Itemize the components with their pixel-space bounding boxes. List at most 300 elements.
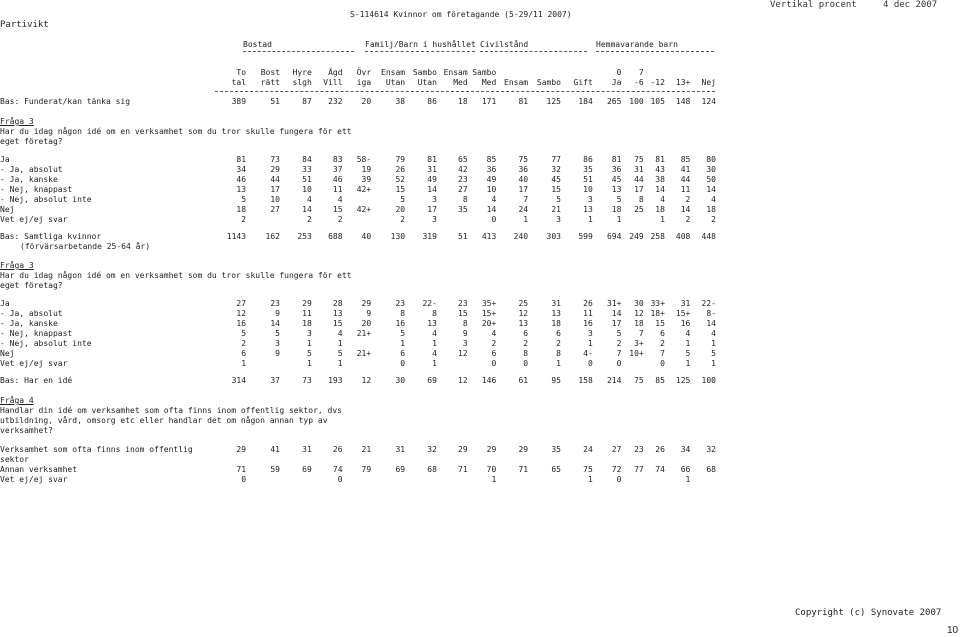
question-heading: Fråga 3 — [0, 261, 34, 270]
cell-value: 21+ — [356, 349, 372, 358]
bas-row-block — [0, 97, 716, 107]
question-text: Handlar din idé om verksamhet som ofta finns inom offentlig sektor, dvs — [0, 406, 342, 415]
row-label: Vet ej/ej svar — [0, 215, 68, 224]
cell-value: 31 — [427, 165, 437, 174]
cell-value: 33+ — [650, 299, 665, 308]
col-head: -6 — [634, 78, 644, 87]
cell-value: 8 — [400, 309, 406, 318]
cell-value: 13 — [583, 205, 593, 214]
cell-value: 148 — [675, 97, 691, 106]
cell-value: 15 — [332, 319, 343, 328]
cell-value: 81 — [427, 155, 437, 164]
question-heading: Fråga 4 — [0, 396, 34, 405]
cell-value: 4 — [432, 349, 437, 358]
row-label: - Ja, absolut — [0, 165, 63, 174]
cell-value: 15+ — [675, 309, 691, 318]
table-row — [0, 299, 716, 309]
cell-value: 16 — [680, 319, 691, 328]
cell-value: 29 — [236, 445, 247, 454]
group-bostad: Bostad — [243, 40, 272, 49]
cell-value: 40 — [518, 175, 529, 184]
cell-value: 28 — [332, 299, 343, 308]
cell-value: 0 — [616, 359, 622, 368]
col-head: iga — [356, 78, 372, 87]
cell-value: 4 — [337, 329, 343, 338]
cell-value: 85 — [486, 155, 497, 164]
cell-value: 18 — [302, 319, 312, 328]
cell-value: 2 — [556, 339, 561, 348]
cell-value: 65 — [458, 155, 468, 164]
cell-value: 69 — [395, 465, 406, 474]
cell-value: 73 — [302, 376, 312, 385]
cell-value: 77 — [551, 155, 561, 164]
col-head: Utan — [385, 78, 406, 87]
cell-value: 0 — [491, 359, 497, 368]
table-row — [0, 349, 716, 359]
table-row-continuation — [0, 455, 716, 465]
cell-value: 46 — [332, 175, 343, 184]
cell-value: 5 — [685, 349, 691, 358]
group-divider — [243, 51, 354, 52]
cell-value: 87 — [302, 97, 312, 106]
cell-value: 74 — [655, 465, 665, 474]
cell-value: 258 — [650, 232, 665, 241]
question-text: Har du idag någon idé om en verksamhet som du tror skulle fungera för ett — [0, 127, 352, 136]
cell-value: 4 — [711, 329, 716, 338]
table-row — [0, 445, 716, 455]
cell-value: 18+ — [650, 309, 665, 318]
cell-value — [437, 215, 468, 225]
cell-value: 51 — [302, 175, 312, 184]
cell-value: 49 — [427, 175, 437, 184]
cell-value: 43 — [655, 165, 665, 174]
cell-value: 71 — [518, 465, 529, 474]
cell-value: 4 — [337, 195, 343, 204]
cell-value: 6 — [491, 349, 497, 358]
cell-value: 8 — [556, 349, 561, 358]
cell-value: 7 — [616, 349, 622, 358]
cell-value: 1 — [711, 359, 716, 368]
cell-value: 17 — [518, 185, 529, 194]
cell-value: 58- — [356, 155, 372, 164]
table-row — [0, 339, 716, 349]
cell-value: 1 — [587, 339, 593, 348]
cell-value — [528, 475, 561, 485]
cell-value: 124 — [701, 97, 716, 106]
cell-value — [405, 475, 437, 485]
cell-value — [690, 475, 716, 485]
cell-value: 85 — [680, 155, 691, 164]
cell-value: 0 — [491, 215, 497, 224]
col-head: tal — [231, 78, 247, 87]
cell-value: 14 — [706, 319, 716, 328]
cell-value: 71 — [458, 465, 468, 474]
cell-value: 6 — [400, 349, 406, 358]
cell-value: 35+ — [481, 299, 497, 308]
cell-value: 37 — [270, 376, 280, 385]
cell-value: 0 — [660, 359, 665, 368]
cell-value: 3 — [587, 329, 593, 338]
col-head: Gift — [573, 78, 593, 87]
cell-value: 14 — [611, 309, 622, 318]
cell-value: 95 — [551, 376, 561, 385]
cell-value: 37 — [332, 165, 343, 174]
cell-value: 40 — [361, 232, 372, 241]
cell-value: 86 — [583, 155, 593, 164]
cell-value: 18 — [236, 205, 247, 214]
cell-value: 4 — [432, 329, 437, 338]
cell-value: 240 — [513, 232, 529, 241]
table-row — [0, 215, 716, 225]
cell-value: 11 — [302, 309, 312, 318]
col-head: Nej — [701, 78, 716, 87]
question-text: verksamhet? — [0, 426, 53, 435]
cell-value: 2 — [241, 215, 247, 224]
cell-value: 23 — [458, 299, 468, 308]
cell-value: 3 — [432, 215, 437, 224]
cell-value: 9 — [366, 309, 372, 318]
cell-value — [246, 215, 280, 225]
bas-row-block — [0, 232, 716, 242]
cell-value: 45 — [551, 175, 561, 184]
cell-value: 18 — [706, 205, 716, 214]
cell-value: 6 — [241, 349, 247, 358]
cell-value: 34 — [236, 165, 247, 174]
cell-value: 31 — [395, 445, 406, 454]
cell-value: 2 — [685, 215, 691, 224]
cell-value: 0 — [587, 359, 593, 368]
cell-value: 65 — [551, 465, 561, 474]
cell-value: 29 — [270, 165, 280, 174]
col-head: Sambo — [412, 68, 437, 77]
cell-value: 193 — [328, 376, 343, 385]
cell-value: 36 — [486, 165, 497, 174]
cell-value: 69 — [427, 376, 437, 385]
cell-value: 10+ — [629, 349, 644, 358]
cell-value: 6 — [556, 329, 561, 338]
cell-value — [343, 339, 372, 349]
row-label: Vet ej/ej svar — [0, 359, 68, 368]
row-label: - Nej, knappast — [0, 185, 73, 194]
page-number: 10 — [947, 625, 959, 636]
cell-value: 688 — [328, 232, 343, 241]
col-head: -12 — [650, 78, 665, 87]
table-row — [0, 319, 716, 329]
cell-value: 86 — [427, 97, 437, 106]
cell-value: 13 — [236, 185, 247, 194]
cell-value: 61 — [518, 376, 529, 385]
cell-value: 14 — [706, 185, 716, 194]
cell-value: 5 — [241, 195, 247, 204]
cell-value — [246, 475, 280, 485]
cell-value: 51 — [583, 175, 593, 184]
cell-value: 44 — [270, 175, 280, 184]
cell-value: 42 — [458, 165, 468, 174]
cell-value: 8 — [638, 195, 644, 204]
cell-value: 1 — [400, 339, 406, 348]
bas-row — [0, 97, 716, 107]
col-head: Ensam — [443, 68, 468, 77]
cell-value: 265 — [606, 97, 622, 106]
cell-value: 16 — [583, 319, 593, 328]
cell-value: 70 — [486, 465, 497, 474]
cell-value: 84 — [302, 155, 312, 164]
cell-value: 17 — [427, 205, 437, 214]
cell-value: 34 — [680, 445, 691, 454]
cell-value: 30 — [706, 165, 716, 174]
cell-value: 20 — [361, 97, 372, 106]
cell-value: 100 — [701, 376, 716, 385]
percent-mode-label: Vertikal procent — [770, 0, 857, 10]
cell-value: 18 — [634, 319, 644, 328]
col-head: Med — [453, 78, 468, 87]
cell-value: 8 — [462, 319, 468, 328]
cell-value: 29 — [302, 299, 312, 308]
cell-value: 51 — [270, 97, 280, 106]
col-head: Sambo — [472, 68, 497, 77]
cell-value: 16 — [236, 319, 247, 328]
col-head: rätt — [260, 78, 280, 87]
cell-value: 22- — [701, 299, 716, 308]
col-head: Ägd — [328, 68, 343, 77]
row-label: Nej — [0, 349, 15, 358]
cell-value: 15+ — [481, 309, 497, 318]
cell-value — [371, 475, 405, 485]
cell-value: 41 — [680, 165, 691, 174]
cell-value: 38 — [395, 97, 406, 106]
cell-value: 36 — [611, 165, 622, 174]
cell-value — [280, 475, 312, 485]
row-label: Bas: Funderat/kan tänka sig — [0, 97, 131, 106]
row-label: Verksamhet som ofta finns inom offentlig — [0, 445, 193, 454]
cell-value: 80 — [706, 155, 716, 164]
cell-value: 1 — [660, 215, 665, 224]
cell-value: 1 — [306, 339, 312, 348]
cell-value: 3 — [275, 339, 280, 348]
cell-value: 44 — [680, 175, 691, 184]
cell-value: 39 — [361, 175, 372, 184]
cell-value: 1 — [306, 359, 312, 368]
cell-value: 0 — [241, 475, 247, 484]
cell-value: 1 — [556, 359, 561, 368]
cell-value: 105 — [650, 97, 665, 106]
cell-value: 18 — [551, 319, 561, 328]
cell-value: 23 — [395, 299, 406, 308]
table-row — [0, 309, 716, 319]
cell-value: 15 — [332, 205, 343, 214]
cell-value: 27 — [270, 205, 280, 214]
row-label: sektor — [0, 455, 29, 464]
table-row — [0, 205, 716, 215]
row-label: - Nej, knappast — [0, 329, 73, 338]
cell-value: 7 — [638, 329, 644, 338]
row-label: - Ja, kanske — [0, 175, 58, 184]
cell-value — [343, 359, 372, 369]
column-header — [0, 68, 716, 88]
cell-value: 23 — [270, 299, 280, 308]
row-label: Vet ej/ej svar — [0, 475, 68, 484]
cell-value: 14 — [486, 205, 497, 214]
cell-value: 71 — [236, 465, 247, 474]
col-head: Övr — [356, 68, 372, 77]
cell-value: 44 — [634, 175, 644, 184]
row-label: - Nej, absolut inte — [0, 195, 92, 204]
cell-value: 73 — [270, 155, 280, 164]
col-head: 13+ — [675, 78, 691, 87]
cell-value: 448 — [701, 232, 716, 241]
col-head: To — [236, 68, 247, 77]
cell-value: 33 — [302, 165, 312, 174]
cell-value: 12 — [518, 309, 529, 318]
cell-value: 232 — [328, 97, 343, 106]
col-head: 7 — [638, 68, 644, 77]
cell-value: 75 — [518, 155, 529, 164]
cell-value: 1 — [523, 215, 529, 224]
row-label: Annan verksamhet — [0, 465, 78, 474]
group-divider — [480, 51, 587, 52]
group-civilstand: Civilstånd — [480, 40, 529, 49]
cell-value: 146 — [481, 376, 497, 385]
cell-value: 2 — [306, 215, 312, 224]
cell-value: 4 — [685, 329, 691, 338]
cell-value: 4- — [583, 349, 593, 358]
table-row — [0, 175, 716, 185]
cell-value: 0 — [523, 359, 529, 368]
cell-value: 49 — [486, 175, 497, 184]
results-table — [0, 155, 716, 225]
cell-value: 74 — [332, 465, 343, 474]
cell-value: 1 — [432, 359, 437, 368]
cell-value: 8 — [523, 349, 529, 358]
cell-value: 23 — [634, 445, 644, 454]
cell-value: 1 — [587, 475, 593, 484]
cell-value: 79 — [361, 465, 372, 474]
cell-value: 9 — [462, 329, 468, 338]
cell-value: 66 — [680, 465, 691, 474]
cell-value: 68 — [427, 465, 437, 474]
cell-value: 158 — [578, 376, 593, 385]
cell-value: 5 — [337, 349, 343, 358]
cell-value: 15 — [458, 309, 468, 318]
cell-value: 5 — [275, 329, 280, 338]
cell-value: 3 — [306, 329, 312, 338]
cell-value: 31 — [680, 299, 691, 308]
cell-value: 18 — [458, 97, 468, 106]
row-label: - Nej, absolut inte — [0, 339, 92, 348]
cell-value: 12 — [361, 376, 372, 385]
cell-value: 81 — [655, 155, 665, 164]
question-heading: Fråga 3 — [0, 117, 34, 126]
cell-value: 12 — [634, 309, 644, 318]
row-label: - Ja, absolut — [0, 309, 63, 318]
cell-value: 30 — [634, 299, 644, 308]
question-text: Har du idag någon idé om en verksamhet som du tror skulle fungera för ett — [0, 271, 352, 280]
cell-value: 314 — [231, 376, 247, 385]
cell-value: 69 — [302, 465, 312, 474]
cell-value: 14 — [680, 205, 691, 214]
cell-value: 2 — [660, 339, 665, 348]
cell-value: 20 — [361, 319, 372, 328]
cell-value: 52 — [395, 175, 406, 184]
cell-value: 319 — [422, 232, 437, 241]
cell-value: 85 — [655, 376, 665, 385]
cell-value: 11 — [583, 309, 593, 318]
col-head: Utan — [417, 78, 437, 87]
cell-value: 75 — [634, 155, 644, 164]
cell-value: 32 — [551, 165, 561, 174]
row-label: - Ja, kanske — [0, 319, 58, 328]
cell-value: 100 — [629, 97, 644, 106]
cell-value: 171 — [481, 97, 497, 106]
cell-value: 17 — [634, 185, 644, 194]
col-head: Vill — [323, 78, 343, 87]
cell-value: 413 — [481, 232, 497, 241]
cell-value: 77 — [634, 465, 644, 474]
cell-value: 1 — [241, 359, 247, 368]
cell-value: 75 — [634, 376, 644, 385]
cell-value: 35 — [551, 445, 561, 454]
cell-value: 3 — [462, 339, 468, 348]
cell-value: 2 — [711, 215, 716, 224]
cell-value: 4 — [306, 195, 312, 204]
cell-value: 30 — [395, 376, 406, 385]
cell-value: 1 — [587, 215, 593, 224]
cell-value: 10 — [583, 185, 593, 194]
cell-value: 599 — [578, 232, 593, 241]
study-title: S-114614 Kvinnor om företagande (5-29/11 2007) — [350, 10, 572, 19]
cell-value: 125 — [546, 97, 561, 106]
cell-value: 249 — [629, 232, 644, 241]
cell-value: 31 — [302, 445, 312, 454]
group-divider — [365, 51, 475, 52]
table-row — [0, 155, 716, 165]
cell-value: 32 — [427, 445, 437, 454]
cell-value: 8 — [432, 309, 437, 318]
cell-value: 16 — [395, 319, 406, 328]
cell-value: 46 — [236, 175, 247, 184]
cell-value: 72 — [611, 465, 622, 474]
cell-value: 29 — [458, 445, 468, 454]
header-underline — [215, 91, 715, 92]
cell-value — [246, 359, 280, 369]
cell-value: 0 — [337, 475, 343, 484]
cell-value: 31 — [634, 165, 644, 174]
cell-value: 81 — [518, 97, 529, 106]
cell-value: 81 — [236, 155, 247, 164]
cell-value: 23 — [458, 175, 468, 184]
cell-value: 184 — [578, 97, 593, 106]
col-head: Bost — [260, 68, 280, 77]
group-familj: Familj/Barn i hushållet — [365, 40, 476, 49]
question-text: eget företag? — [0, 281, 63, 290]
col-head: slgh — [292, 78, 312, 87]
cell-value: 9 — [275, 349, 280, 358]
cell-value: 5 — [400, 329, 406, 338]
cell-value: 42+ — [356, 185, 372, 194]
cell-value: 19 — [361, 165, 372, 174]
cell-value: 21 — [551, 205, 561, 214]
cell-value: 4 — [711, 195, 716, 204]
table-row — [0, 329, 716, 339]
cell-value: 2 — [491, 339, 497, 348]
cell-value: 31 — [551, 299, 561, 308]
cell-value — [621, 215, 643, 225]
cell-value: 26 — [655, 445, 665, 454]
cell-value — [644, 475, 665, 485]
cell-value: 29 — [486, 445, 497, 454]
cell-value: 79 — [395, 155, 406, 164]
cell-value: 125 — [675, 376, 691, 385]
